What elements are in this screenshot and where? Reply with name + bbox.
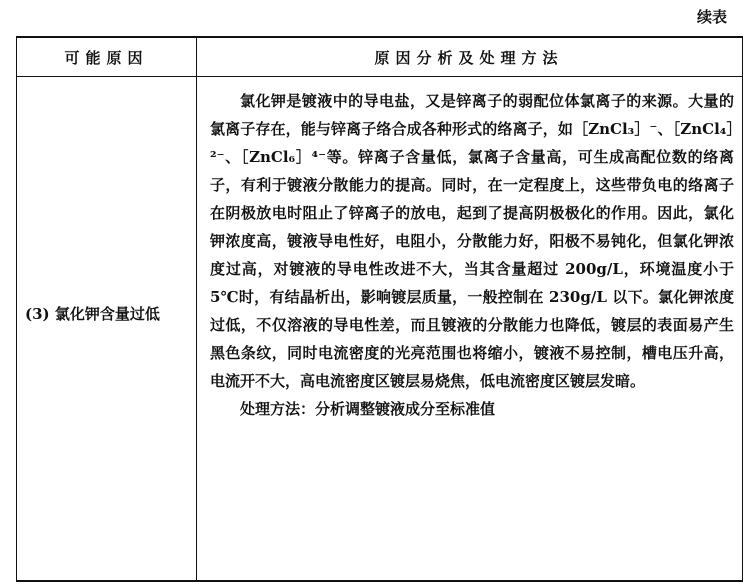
analysis-cell (210, 87, 734, 423)
continued-table-label: 续表 (696, 8, 727, 26)
troubleshooting-table (16, 36, 743, 582)
header-possible-cause: 可能原因 (64, 48, 149, 67)
table-header-row (17, 38, 742, 77)
analysis-text: 氯化钾是镀液中的导电盐，又是锌离子的弱配位体氯离子的来源。大量的氯离子存在，能与锌离子络合成各种形式的络离子，如［ZnCl₃］⁻、［ZnCl₄］²⁻、［ZnCl₆］⁴⁻等。锌离子含量低，氯离子含量高，可生成高配位数的络离子，有利于镀液分散能力的提高。同时，在一定程度上，这些带负电的络离子在阴极放电时阻止了锌离子的放电，起到了提高阴极极化的作用。因此，氯化钾浓度高，镀液导电性好，电阻小，分散能力好，阳极不易钝化，但氯化钾浓度过高，对镀液的导电性改进不大，当其含量超过 200g/L，环境温度小于 5℃时，有结晶析出，影响镀层质量，一般控制在 230g/L 以下。氯化钾浓度过低，不仅溶液的导电性差，而且镀液的分散能力也降低，镀层的表面易产生黑色条纹，同时电流密度的光亮范围也将缩小，镀液不易控制，槽电压升高，电流开不大，高电流密度区镀层易烧焦，低电流密度区镀层发暗。 (210, 92, 734, 390)
cause-cell: (3) 氯化钾含量过低 (25, 305, 160, 323)
header-analysis-method: 原因分析及处理方法 (374, 48, 564, 67)
treatment-method: 处理方法：分析调整镀液成分至标准值 (240, 400, 496, 418)
column-divider (196, 38, 197, 580)
